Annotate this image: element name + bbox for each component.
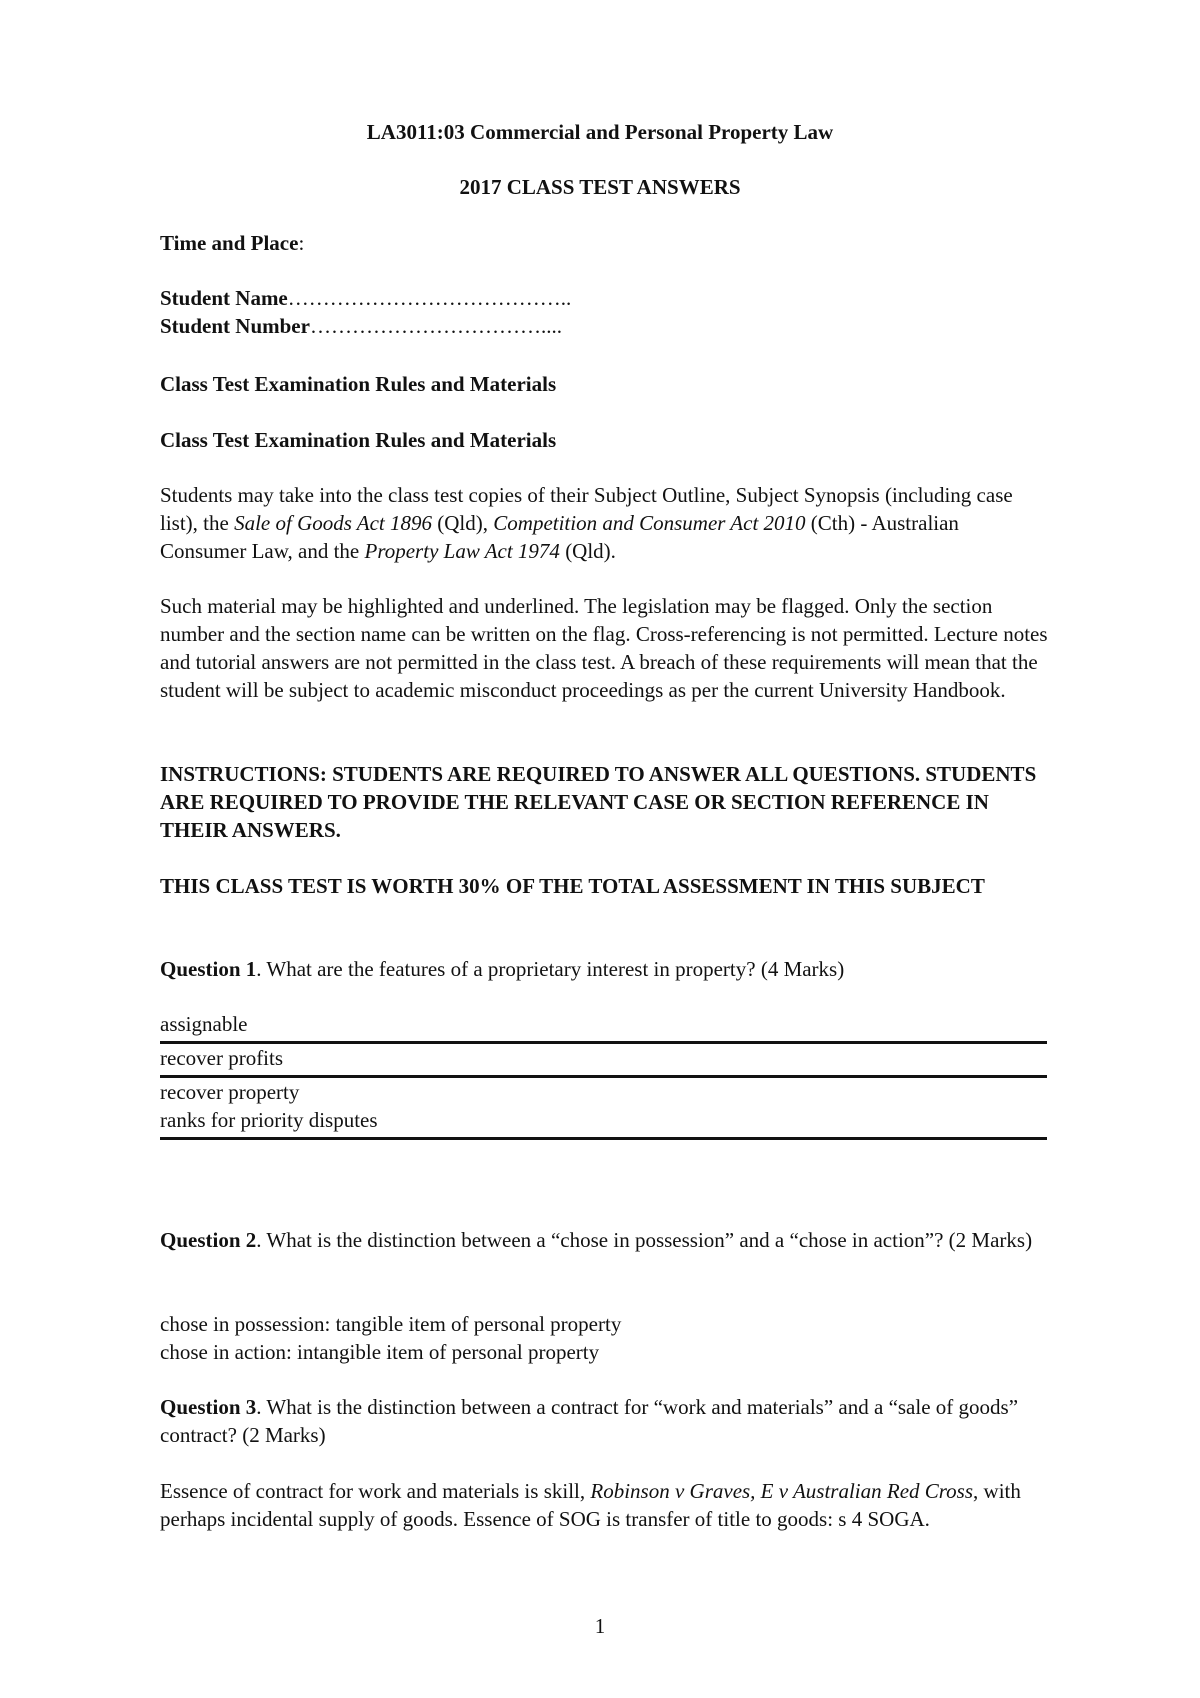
student-name-line — [160, 284, 1050, 312]
q3-answer-text-1: Essence of contract for work and materials is skill, — [160, 1479, 591, 1503]
student-name-label: Student Name — [160, 286, 288, 310]
q2-answer-1: chose in possession: tangible item of personal property — [160, 1312, 622, 1336]
student-number-label: Student Number — [160, 314, 310, 338]
question-3-text: . What is the distinction between a contract for “work and materials” and a “sale of goods” contract? (2 Marks) — [160, 1395, 1019, 1447]
page-number: 1 — [594, 1614, 606, 1638]
question-1-label: Question 1 — [160, 957, 257, 981]
q3-case-names: Robinson v Graves, E v Australian Red Cross — [590, 1479, 974, 1503]
rules-heading-2: Class Test Examination Rules and Materials — [160, 428, 557, 452]
answer-rule — [160, 1137, 1047, 1140]
q1-answer-1: assignable — [160, 1012, 248, 1036]
question-3 — [160, 1393, 1050, 1449]
student-number-line — [160, 312, 1050, 340]
instructions-text: INSTRUCTIONS: STUDENTS ARE REQUIRED TO ANSWER ALL QUESTIONS. STUDENTS ARE REQUIRED TO PROVIDE THE RELEVANT CASE OR SECTION REFERENCE IN THEIR ANSWERS. — [160, 762, 1037, 842]
question-2-label: Question 2 — [160, 1228, 257, 1252]
course-title: LA3011:03 Commercial and Personal Property Law — [366, 120, 834, 144]
test-title: 2017 CLASS TEST ANSWERS — [459, 175, 741, 199]
rules-heading-1: Class Test Examination Rules and Materials — [160, 372, 557, 396]
student-number-field[interactable]: …………………………….... — [309, 314, 562, 338]
question-1 — [160, 955, 1050, 983]
rules-p1-text-3: (Cth) - Australian Consumer Law, and the — [160, 511, 959, 563]
question-2 — [160, 1226, 1050, 1254]
sale-of-goods-act: Sale of Goods Act 1896 — [234, 511, 433, 535]
time-place-label: Time and Place — [160, 231, 299, 255]
question-3-label: Question 3 — [160, 1395, 257, 1419]
q3-answer — [160, 1477, 1050, 1533]
time-place-line — [160, 229, 1050, 257]
rules-p1-text-1: Students may take into the class test copies of their Subject Outline, Subject Synopsis (including case list), the — [160, 483, 1013, 535]
rules-p1-text-4: (Qld). — [559, 539, 616, 563]
competition-consumer-act: Competition and Consumer Act 2010 — [493, 511, 806, 535]
q2-answer-2: chose in action: intangible item of personal property — [160, 1340, 600, 1364]
time-place-colon: : — [298, 231, 305, 255]
rules-paragraph-1 — [160, 481, 1050, 565]
question-1-text: . What are the features of a proprietary interest in property? (4 Marks) — [256, 957, 845, 981]
rules-paragraph-2: Such material may be highlighted and underlined. The legislation may be flagged. Only the section number and the section name can be written on the flag. Cross-referencing is not permitted. Lecture notes and tutorial answers are not permitted in the class test. A breach of these requirements will mean that the student will be subject to academic misconduct proceedings as per the current University Handbook. — [160, 594, 1048, 702]
q3-answer-text-2: , with perhaps incidental supply of goods. Essence of SOG is transfer of title to goods: s 4 SOGA. — [160, 1479, 1021, 1531]
q1-answer-2: recover profits — [160, 1046, 284, 1070]
q1-answer-3: recover property — [160, 1080, 300, 1104]
question-2-text: . What is the distinction between a “chose in possession” and a “chose in action”? (2 Marks) — [256, 1228, 1033, 1252]
student-name-field[interactable]: ………………………………….. — [287, 286, 572, 310]
property-law-act: Property Law Act 1974 — [364, 539, 560, 563]
assessment-weight: THIS CLASS TEST IS WORTH 30% OF THE TOTAL ASSESSMENT IN THIS SUBJECT — [160, 874, 985, 898]
rules-p1-text-2: (Qld), — [432, 511, 494, 535]
q1-answer-4: ranks for priority disputes — [160, 1108, 378, 1132]
